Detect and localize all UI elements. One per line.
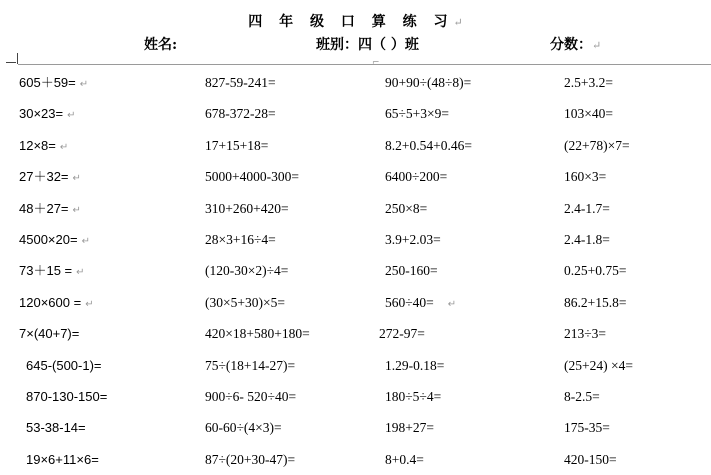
problem-row: 900÷6- 520÷40=: [205, 388, 297, 404]
problem-row: [19, 67, 107, 98]
problem-row: 86.2+15.8=: [564, 294, 627, 310]
paragraph-mark-icon: ↵: [592, 39, 602, 52]
problem-row: [19, 412, 107, 443]
margin-corner-mark-vertical: [17, 53, 18, 64]
problem-row: [19, 224, 107, 255]
problem-row: 8-2.5=: [564, 388, 600, 404]
problem-row: 678-372-28=: [205, 106, 276, 122]
problem-row: [19, 193, 107, 224]
problem-row: 3.9+2.03=: [385, 231, 441, 247]
problem-text: 645-(500-1)=: [26, 357, 102, 373]
problem-text: 120×600 =: [19, 294, 82, 310]
problem-row: [19, 287, 107, 318]
score-field: [550, 34, 601, 54]
column-4: [564, 67, 633, 475]
problem-text: 7×(40+7)=: [19, 326, 80, 342]
problem-row: (120-30×2)÷4=: [205, 263, 289, 279]
return-mark-icon: ↵: [72, 204, 81, 216]
problem-row: 160×3=: [564, 169, 607, 185]
problem-row: 198+27=: [385, 420, 434, 436]
title-text: 四 年 级 口 算 练 习: [248, 14, 454, 30]
problem-text: 870-130-150=: [26, 388, 108, 404]
problem-row: (22+78)×7=: [564, 137, 630, 153]
name-label: 姓名:: [144, 37, 178, 53]
return-mark-icon: ↵: [447, 298, 457, 310]
column-3: [379, 67, 472, 475]
problem-row: [19, 318, 107, 349]
score-label: 分数：: [550, 37, 592, 53]
column-1: [19, 67, 107, 475]
tab-marker-icon: ⌐: [372, 58, 380, 68]
problem-row: 87÷(20+30-47)=: [205, 451, 296, 467]
problem-row: 0.25+0.75=: [564, 263, 627, 279]
problem-row: 2.4-1.7=: [564, 200, 610, 216]
problem-text: 560÷40=: [385, 294, 434, 310]
problem-row: 1.29-0.18=: [385, 357, 445, 373]
class-label: 班别：四（ ）班: [316, 37, 419, 53]
problem-text: 27＋32=: [19, 169, 69, 185]
problem-row: [19, 161, 107, 192]
problem-text: 4500×20=: [19, 231, 78, 247]
problem-text: 53-38-14=: [26, 420, 86, 436]
problem-row: 420-150=: [564, 451, 617, 467]
problem-row: [19, 130, 107, 161]
problem-row: 8.2+0.54+0.46=: [385, 137, 472, 153]
return-mark-icon: ↵: [81, 235, 90, 247]
problem-row: 8+0.4=: [385, 451, 424, 467]
margin-corner-mark: [6, 62, 16, 63]
problem-text: 605＋59=: [19, 75, 76, 90]
problem-row: 28×3+16÷4=: [205, 231, 276, 247]
problem-row: 65÷5+3×9=: [385, 106, 449, 122]
problem-row: 827-59-241=: [205, 75, 276, 90]
problem-row: (30×5+30)×5=: [205, 294, 285, 310]
problem-row: [385, 287, 472, 318]
problem-row: 60-60÷(4×3)=: [205, 420, 282, 436]
return-mark-icon: ↵: [76, 267, 85, 279]
page-title: [0, 11, 711, 31]
problem-text: 19×6+11×6=: [26, 451, 99, 467]
return-mark-icon: ↵: [67, 110, 76, 122]
problem-row: 90+90÷(48÷8)=: [385, 75, 472, 90]
paragraph-mark-icon: ↵: [453, 16, 463, 29]
problem-row: 2.4-1.8=: [564, 231, 610, 247]
problem-row: 5000+4000-300=: [205, 169, 299, 185]
problem-row: [19, 98, 107, 129]
problem-row: 310+260+420=: [205, 200, 289, 216]
header-rule: [18, 64, 711, 65]
problem-row: 175-35=: [564, 420, 610, 436]
problem-text: 12×8=: [19, 137, 56, 153]
problem-row: [19, 255, 107, 286]
return-mark-icon: ↵: [79, 79, 89, 90]
problem-row: [19, 444, 107, 475]
problem-row: 17+15+18=: [205, 137, 269, 153]
problem-row: 250×8=: [385, 200, 428, 216]
return-mark-icon: ↵: [72, 173, 81, 185]
return-mark-icon: ↵: [85, 298, 94, 310]
problem-text: 73＋15 =: [19, 263, 73, 279]
problem-text: 30×23=: [19, 106, 64, 122]
column-2: [205, 67, 310, 475]
problem-row: 213÷3=: [564, 326, 607, 342]
problem-row: 103×40=: [564, 106, 613, 122]
problem-text: 48＋27=: [19, 200, 69, 216]
return-mark-icon: ↵: [59, 141, 69, 153]
problem-row: [19, 350, 107, 381]
problem-row: 2.5+3.2=: [564, 75, 613, 90]
problem-row: (25+24) ×4=: [564, 357, 633, 373]
problem-row: 75÷(18+14-27)=: [205, 357, 296, 373]
problem-row: 250-160=: [385, 263, 438, 279]
problem-row: 180÷5÷4=: [385, 388, 442, 404]
problem-row: 420×18+580+180=: [205, 326, 310, 342]
problem-row: 272-97=: [379, 326, 425, 342]
problem-row: [19, 381, 107, 412]
problem-row: 6400÷200=: [385, 169, 448, 185]
